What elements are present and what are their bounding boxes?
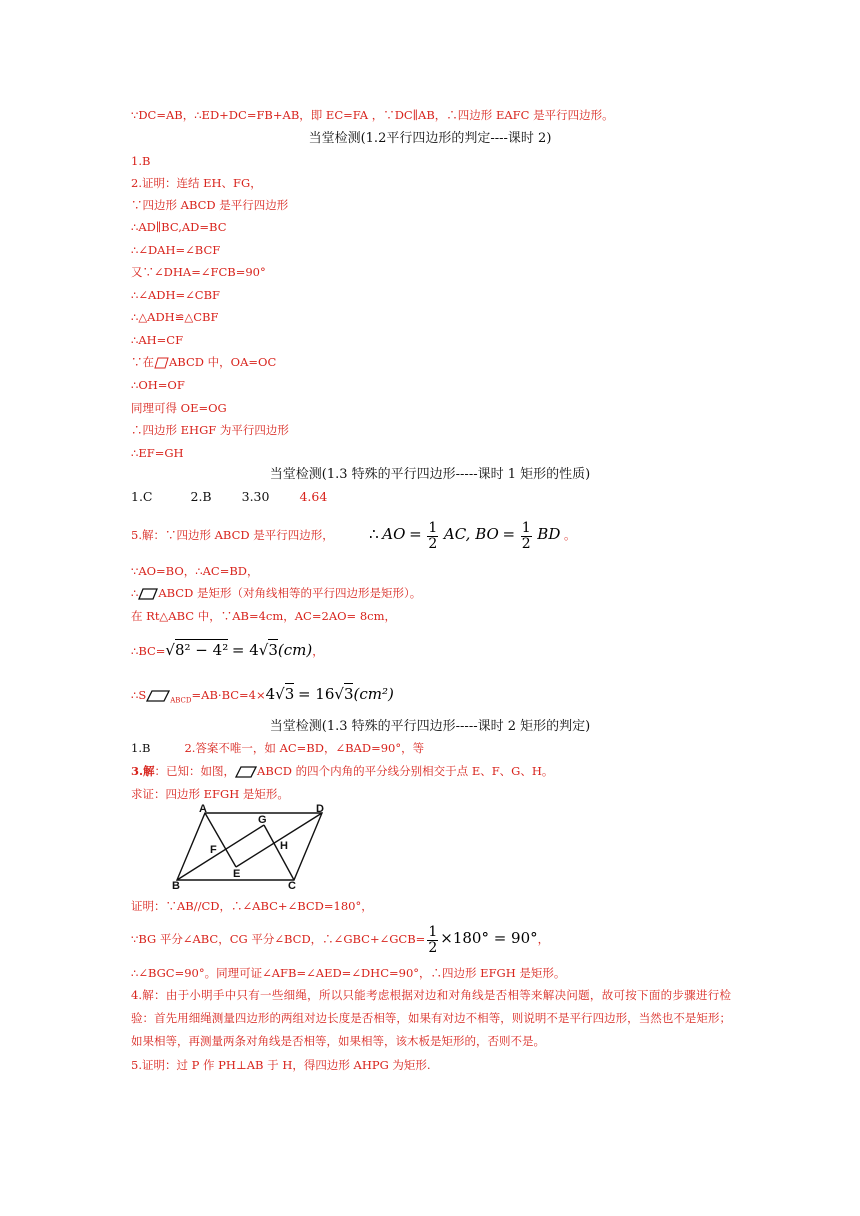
proof-start: 2.证明：连结 EH、FG， xyxy=(131,176,262,190)
solution-text: 5.解：∵四边形 ABCD 是平行四边形， xyxy=(131,528,334,542)
unit-cm2: (cm²) xyxy=(353,685,394,703)
proof-line: ∵四边形 ABCD 是平行四边形 xyxy=(131,198,289,212)
proof-line: ∴AH=CF xyxy=(131,333,184,347)
fraction-half: $\frac{1}{2}$ xyxy=(521,519,531,552)
proof-text: ABCD 中，OA=OC xyxy=(169,355,277,369)
proof-text: ABCD 是矩形（对角线相等的平行四边形是矩形）。 xyxy=(158,586,422,600)
proof-line: ∴∠ADH=∠CBF xyxy=(131,288,221,302)
parallelogram-icon xyxy=(154,357,169,369)
solution-5-line: 5.解：∵四边形 ABCD 是平行四边形， ∴ AO = $\frac{1}{2}$ AC, BO = $\frac{1}{2}$ BD 。 xyxy=(131,519,576,552)
label-b: B xyxy=(172,880,180,889)
proof-line: ∴OH=OF xyxy=(131,378,185,392)
parallelogram-icon xyxy=(138,588,158,600)
proof-line xyxy=(131,585,421,601)
unit-cm: (cm) xyxy=(277,641,313,659)
parallelogram-figure xyxy=(172,803,332,889)
solution-label: 3.解 xyxy=(131,764,155,778)
proof-text: =AB·BC=4× xyxy=(191,688,266,702)
math-four: 4 xyxy=(265,685,276,703)
heading-lesson-1-3-1: 当堂检测(1.3 特殊的平行四边形-----课时 1 矩形的性质) xyxy=(269,467,591,482)
heading-lesson-1-2: 当堂检测(1.2平行四边形的判定----课时 2) xyxy=(308,131,552,146)
fraction-half: $\frac{1}{2}$ xyxy=(428,519,438,552)
proof-line: ∴△ADH≌△CBF xyxy=(131,310,219,324)
answer-4: 4.64 xyxy=(299,489,328,504)
solution-text: ：已知：如图， xyxy=(154,764,236,778)
answers-row xyxy=(131,489,327,505)
proof-text: ∴ xyxy=(131,586,139,600)
math-eq-4: = 4 xyxy=(231,641,259,659)
period: 。 xyxy=(564,528,576,542)
label-g: G xyxy=(258,814,267,826)
answer-1: 1.B xyxy=(131,741,151,755)
math-eq: = xyxy=(409,525,422,543)
math-ao: AO xyxy=(382,525,406,543)
radical-3: 3 xyxy=(268,641,278,659)
bisector-de xyxy=(236,813,322,867)
math-therefore: ∴ xyxy=(369,525,379,543)
solution-4: 4.解：由于小明手中只有一些细绳，所以只能考虑根据对边和对角线是否相等来解决问题，故可按下面的步骤进行检验：首先用细绳测量四边形的两组对边长度是否相等，如果有对边不相等，则说明不是平行四边形，当然也不是矩形；如果相等，再测量两条对角线是否相等，如果相等，该木板是矩形的，否则不是。 xyxy=(131,988,731,1048)
answer-2: 2.B xyxy=(190,489,212,504)
parallelogram-icon xyxy=(235,766,257,778)
answer-3: 3.30 xyxy=(241,489,270,504)
math-eq-16: = 16 xyxy=(297,685,335,703)
answers-row xyxy=(131,740,424,756)
proof-5: 5.证明：过 P 作 PH⊥AB 于 H，得四边形 AHPG 为矩形. xyxy=(131,1058,431,1072)
radical-8sq-4sq: 8² − 4² xyxy=(174,641,229,659)
math-ac-bo: AC, BO xyxy=(443,525,499,543)
label-a: A xyxy=(199,803,207,815)
proof-text: ∵在 xyxy=(131,355,154,369)
math-bd: BD xyxy=(537,525,561,543)
proof-line: ∴EF=GH xyxy=(131,446,184,460)
proof-line xyxy=(131,354,276,370)
subscript-abcd: ABCD xyxy=(170,696,192,705)
solution-text: ABCD 的四个内角的平分线分别相交于点 E、F、G、H。 xyxy=(257,764,554,778)
math-times-180: ×180° = 90° xyxy=(440,929,538,947)
proof-text: ∴BC= xyxy=(131,644,166,658)
proof-line: 证明：∵AB//CD，∴∠ABC+∠BCD=180°， xyxy=(131,899,373,913)
label-e: E xyxy=(233,868,241,880)
solution-3-prove: 求证：四边形 EFGH 是矩形。 xyxy=(131,787,289,801)
label-d: D xyxy=(316,803,324,815)
answer-2: 2.答案不唯一，如 AC=BD，∠BAD=90°，等 xyxy=(184,741,425,755)
fraction-half: $\frac{1}{2}$ xyxy=(428,923,438,956)
radical-3: 3 xyxy=(284,685,295,703)
proof-line: 又∵∠DHA=∠FCB=90° xyxy=(131,265,266,279)
proof-text: ∴S xyxy=(131,688,147,702)
label-h: H xyxy=(280,840,288,852)
proof-line: ∴AD∥BC,AD=BC xyxy=(131,220,227,234)
proof-text: ∵BG 平分∠ABC，CG 平分∠BCD，∴∠GBC+∠GCB= xyxy=(131,932,426,946)
heading-lesson-1-3-2: 当堂检测(1.3 特殊的平行四边形-----课时 2 矩形的判定) xyxy=(269,719,591,734)
parallelogram-icon xyxy=(146,690,170,702)
proof-line: 在 Rt△ABC 中，∵AB=4cm，AC=2AO= 8cm， xyxy=(131,609,396,623)
proof-line: ∴∠BGC=90°。同理可证∠AFB=∠AED=∠DHC=90°，∴四边形 EFGH 是矩形。 xyxy=(131,966,566,980)
bc-calculation: ∴BC=√8² − 4² = 4√3(cm)， xyxy=(131,641,324,659)
answer-1: 1.B xyxy=(131,154,151,168)
answer-1: 1.C xyxy=(131,489,153,504)
solution-3-given xyxy=(131,763,553,779)
area-calculation: ∴S $_{ABCD}$=AB·BC=4×4√3 = 16√3(cm²) xyxy=(131,685,394,705)
comma: ， xyxy=(312,644,324,658)
proof-line: ∴∠DAH=∠BCF xyxy=(131,243,221,257)
label-f: F xyxy=(210,844,217,856)
proof-line: ∴四边形 EHGF 为平行四边形 xyxy=(131,423,289,437)
bisector-bg xyxy=(177,825,264,880)
proof-line: ∵AO=BO，∴AC=BD， xyxy=(131,564,259,578)
line-parallelogram-conclusion: ∵DC=AB，∴ED+DC=FB+AB，即 EC=FA ，∵DC∥AB，∴四边形 EAFC 是平行四边形。 xyxy=(131,108,614,122)
proof-line: 同理可得 OE=OG xyxy=(131,401,227,415)
comma: ， xyxy=(537,932,550,946)
parallelogram-outline xyxy=(177,813,322,880)
radical-3: 3 xyxy=(343,685,354,703)
proof-bisector-sum xyxy=(131,920,549,957)
label-c: C xyxy=(288,880,296,889)
